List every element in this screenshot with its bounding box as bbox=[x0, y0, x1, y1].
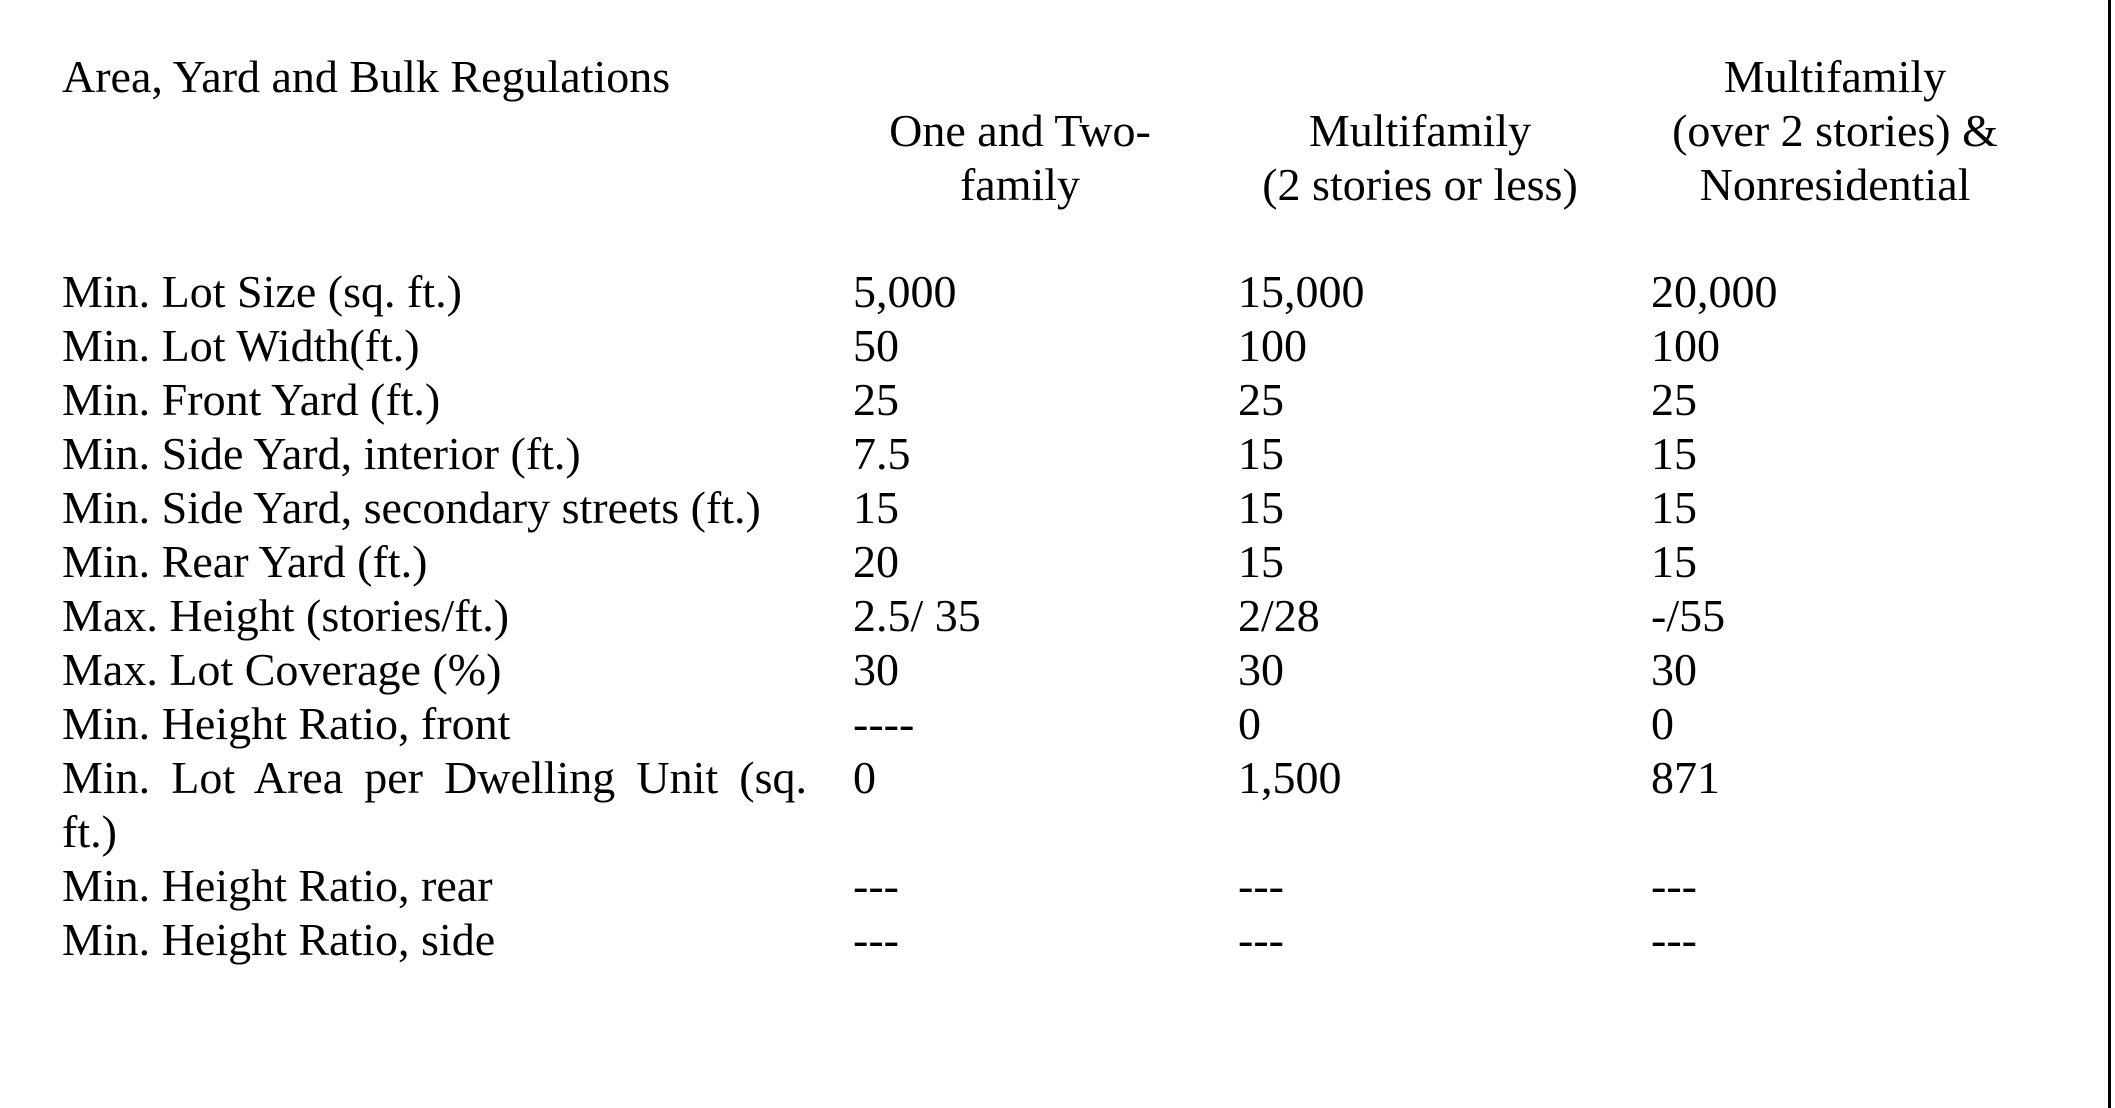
cell-multifamily-low: 30 bbox=[1238, 644, 1284, 695]
cell-one-two-family: 20 bbox=[853, 536, 899, 587]
cell-multifamily-high: --- bbox=[1651, 860, 1697, 911]
row-label: Min. Side Yard, secondary streets (ft.) bbox=[62, 482, 761, 533]
cell-multifamily-low: 15 bbox=[1238, 536, 1284, 587]
cell-one-two-family: --- bbox=[853, 860, 899, 911]
cell-multifamily-high: 100 bbox=[1651, 320, 1720, 371]
row-label: Min. Height Ratio, side bbox=[62, 914, 496, 965]
cell-multifamily-low: --- bbox=[1238, 860, 1284, 911]
table-row bbox=[0, 427, 2100, 481]
table-row bbox=[0, 643, 2100, 697]
column-header-line: Multifamily bbox=[1308, 105, 1532, 156]
cell-multifamily-high: 15 bbox=[1651, 482, 1697, 533]
cell-one-two-family: 5,000 bbox=[853, 266, 957, 317]
cell-one-two-family: 50 bbox=[853, 320, 899, 371]
cell-multifamily-low: 15 bbox=[1238, 428, 1284, 479]
table-row bbox=[0, 481, 2100, 535]
cell-multifamily-low: 25 bbox=[1238, 374, 1284, 425]
cell-multifamily-low: 15,000 bbox=[1238, 266, 1365, 317]
cell-one-two-family: 0 bbox=[853, 752, 876, 803]
cell-multifamily-low: 0 bbox=[1238, 698, 1261, 749]
cell-multifamily-high: 30 bbox=[1651, 644, 1697, 695]
column-header-one-two-family bbox=[820, 104, 1220, 212]
row-label: Min. Height Ratio, front bbox=[62, 698, 511, 749]
column-header-line: (2 stories or less) bbox=[1262, 159, 1578, 210]
row-label: Min. Lot Width(ft.) bbox=[62, 320, 420, 371]
cell-multifamily-low: --- bbox=[1238, 914, 1284, 965]
table-row bbox=[0, 535, 2100, 589]
cell-one-two-family: 7.5 bbox=[853, 428, 911, 479]
cell-multifamily-high: 15 bbox=[1651, 428, 1697, 479]
page-edge-rule bbox=[2108, 0, 2111, 1108]
cell-multifamily-high: 15 bbox=[1651, 536, 1697, 587]
cell-multifamily-low: 15 bbox=[1238, 482, 1284, 533]
column-header-line: Multifamily bbox=[1723, 51, 1947, 102]
cell-multifamily-low: 1,500 bbox=[1238, 752, 1342, 803]
cell-multifamily-high: --- bbox=[1651, 914, 1697, 965]
regulations-table-body bbox=[0, 265, 2100, 967]
cell-multifamily-high: -/55 bbox=[1651, 590, 1726, 641]
row-label: Max. Lot Coverage (%) bbox=[62, 644, 502, 695]
column-header-multifamily-low bbox=[1220, 104, 1620, 212]
cell-multifamily-high: 871 bbox=[1651, 752, 1720, 803]
table-row bbox=[0, 913, 2100, 967]
cell-one-two-family: --- bbox=[853, 914, 899, 965]
column-header-line: Nonresidential bbox=[1699, 159, 1971, 210]
cell-one-two-family: ---- bbox=[853, 698, 915, 749]
row-label: Max. Height (stories/ft.) bbox=[62, 590, 510, 641]
cell-one-two-family: 30 bbox=[853, 644, 899, 695]
table-title: Area, Yard and Bulk Regulations bbox=[62, 51, 671, 102]
column-header-multifamily-high-nonresidential bbox=[1630, 50, 2040, 212]
table-row bbox=[0, 319, 2100, 373]
cell-multifamily-high: 0 bbox=[1651, 698, 1674, 749]
cell-one-two-family: 25 bbox=[853, 374, 899, 425]
row-label: Min. Side Yard, interior (ft.) bbox=[62, 428, 581, 479]
cell-one-two-family: 15 bbox=[853, 482, 899, 533]
row-label: Min. Front Yard (ft.) bbox=[62, 374, 441, 425]
column-header-line: (over 2 stories) & bbox=[1672, 105, 1998, 156]
row-label: Min. Height Ratio, rear bbox=[62, 860, 493, 911]
column-header-line: family bbox=[959, 159, 1081, 210]
table-row bbox=[0, 373, 2100, 427]
cell-multifamily-high: 25 bbox=[1651, 374, 1697, 425]
table-row bbox=[0, 265, 2100, 319]
row-label: Min. Lot Area per Dwelling Unit (sq. ft.) bbox=[62, 752, 807, 857]
cell-multifamily-low: 100 bbox=[1238, 320, 1307, 371]
row-label: Min. Rear Yard (ft.) bbox=[62, 536, 428, 587]
cell-multifamily-high: 20,000 bbox=[1651, 266, 1778, 317]
cell-multifamily-low: 2/28 bbox=[1238, 590, 1320, 641]
table-row bbox=[0, 859, 2100, 913]
table-row bbox=[0, 589, 2100, 643]
cell-one-two-family: 2.5/ 35 bbox=[853, 590, 981, 641]
table-row bbox=[0, 697, 2100, 751]
row-label: Min. Lot Size (sq. ft.) bbox=[62, 266, 462, 317]
column-header-line: One and Two- bbox=[889, 105, 1151, 156]
table-row bbox=[0, 751, 2100, 859]
